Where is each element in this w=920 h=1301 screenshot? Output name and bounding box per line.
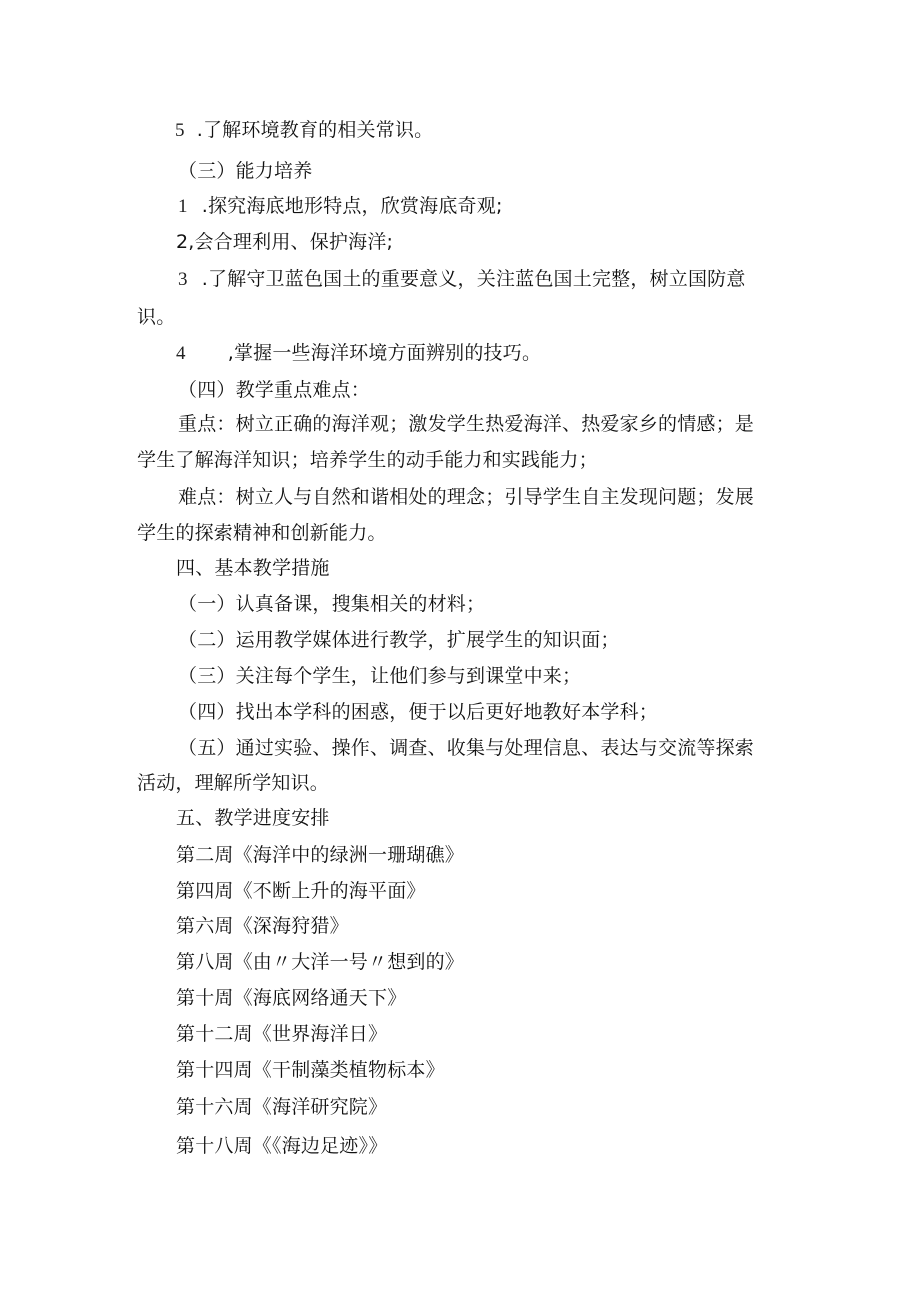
ability-item-2	[176, 230, 393, 254]
schedule-item: 第六周《深海狩猎》	[176, 915, 349, 937]
goal-item-5	[175, 118, 433, 143]
measure-item: （一）认真备课，搜集相关的材料；	[178, 593, 486, 615]
ability-item-3	[178, 267, 746, 292]
item-number: 3	[178, 269, 188, 290]
measure-item: （三）关注每个学生，让他们参与到课堂中来；	[178, 665, 582, 687]
difficulty-line-1: 难点：树立人与自然和谐相处的理念；引导学生自主发现问题；发展	[178, 486, 755, 508]
item-text: ,掌握一些海洋环境方面辨别的技巧。	[227, 342, 542, 364]
ability-item-4	[176, 341, 541, 366]
measure-item: （二）运用教学媒体进行教学，扩展学生的知识面；	[178, 629, 620, 651]
measure-item-5-line-1: （五）通过实验、操作、调查、收集与处理信息、表达与交流等探索	[178, 737, 755, 759]
schedule-item: 第十六周《海洋研究院》	[176, 1096, 388, 1118]
schedule-item: 第十周《海底网络通天下》	[176, 987, 407, 1009]
measures-heading: 四、基本教学措施	[176, 557, 330, 579]
ability-item-1	[178, 194, 503, 219]
item-text: .探究海底地形特点，欣赏海底奇观;	[201, 195, 503, 217]
item-text: 2,会合理利用、保护海洋;	[176, 231, 394, 253]
difficulty-line-2: 学生的探索精神和创新能力。	[137, 522, 387, 544]
item-text: .了解环境教育的相关常识。	[196, 119, 434, 141]
schedule-item: 第十八周《《海边足迹》》	[176, 1135, 388, 1157]
schedule-heading: 五、教学进度安排	[176, 807, 330, 829]
schedule-item: 第八周《由〃大洋一号〃想到的》	[176, 951, 465, 973]
item-number: 4	[176, 343, 186, 364]
key-point-line-1: 重点：树立正确的海洋观；激发学生热爱海洋、热爱家乡的情感；是	[178, 413, 755, 435]
schedule-item: 第十四周《干制藻类植物标本》	[176, 1059, 445, 1081]
ability-item-3-continuation: 识。	[137, 306, 176, 328]
key-point-line-2: 学生了解海洋知识；培养学生的动手能力和实践能力；	[137, 449, 598, 471]
measure-item-5-line-2: 活动，理解所学知识。	[137, 772, 330, 794]
ability-heading: （三）能力培养	[178, 160, 313, 182]
measure-item: （四）找出本学科的困惑，便于以后更好地教好本学科；	[178, 701, 659, 723]
schedule-item: 第十二周《世界海洋日》	[176, 1023, 388, 1045]
item-number: 5	[175, 120, 185, 141]
item-number: 1	[178, 196, 188, 217]
item-text: .了解守卫蓝色国土的重要意义，关注蓝色国土完整，树立国防意	[201, 268, 746, 290]
key-points-heading: （四）教学重点难点：	[178, 379, 371, 401]
schedule-item: 第二周《海洋中的绿洲一珊瑚礁》	[176, 844, 465, 866]
schedule-item: 第四周《不断上升的海平面》	[176, 880, 426, 902]
